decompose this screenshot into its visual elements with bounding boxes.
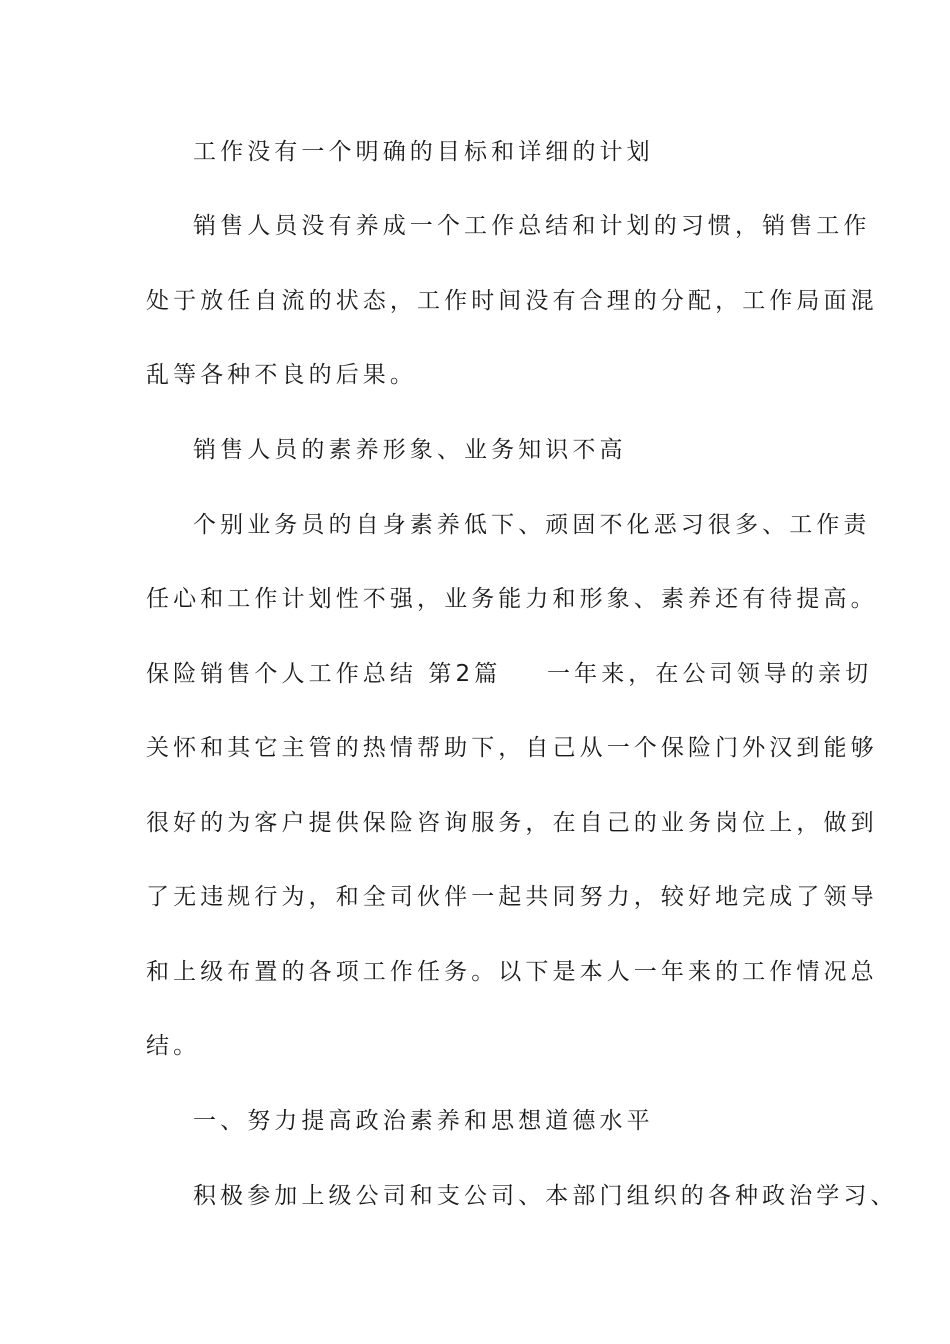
paragraph-line: 任心和工作计划性不强，业务能力和形象、素养还有待提高。 xyxy=(146,586,878,612)
section-heading-sales-quality: 销售人员的素养形象、业务知识不高 xyxy=(193,437,627,463)
paragraph-line: 了无违规行为，和全司伙伴一起共同努力，较好地完成了领导 xyxy=(146,884,878,910)
paragraph-line: 和上级布置的各项工作任务。以下是本人一年来的工作情况总 xyxy=(146,959,878,985)
section-heading-political-quality: 一、努力提高政治素养和思想道德水平 xyxy=(193,1108,654,1134)
article-title-line: 保险销售个人工作总结 第2篇 一年来，在公司领导的亲切 xyxy=(146,661,873,687)
paragraph-line: 关怀和其它主管的热情帮助下，自己从一个保险门外汉到能够 xyxy=(146,735,878,761)
paragraph-line: 个别业务员的自身素养低下、顽固不化恶习很多、工作责 xyxy=(193,512,871,538)
paragraph-line: 很好的为客户提供保险咨询服务，在自己的业务岗位上，做到 xyxy=(146,810,878,836)
paragraph-line: 乱等各种不良的后果。 xyxy=(146,362,417,388)
paragraph-line: 结。 xyxy=(146,1033,201,1059)
paragraph-line: 销售人员没有养成一个工作总结和计划的习惯，销售工作 xyxy=(193,213,871,239)
section-heading-work-plan: 工作没有一个明确的目标和详细的计划 xyxy=(193,139,654,165)
paragraph-line: 处于放任自流的状态，工作时间没有合理的分配，工作局面混 xyxy=(146,288,878,314)
paragraph-line: 积极参加上级公司和支公司、本部门组织的各种政治学习、 xyxy=(193,1183,898,1209)
